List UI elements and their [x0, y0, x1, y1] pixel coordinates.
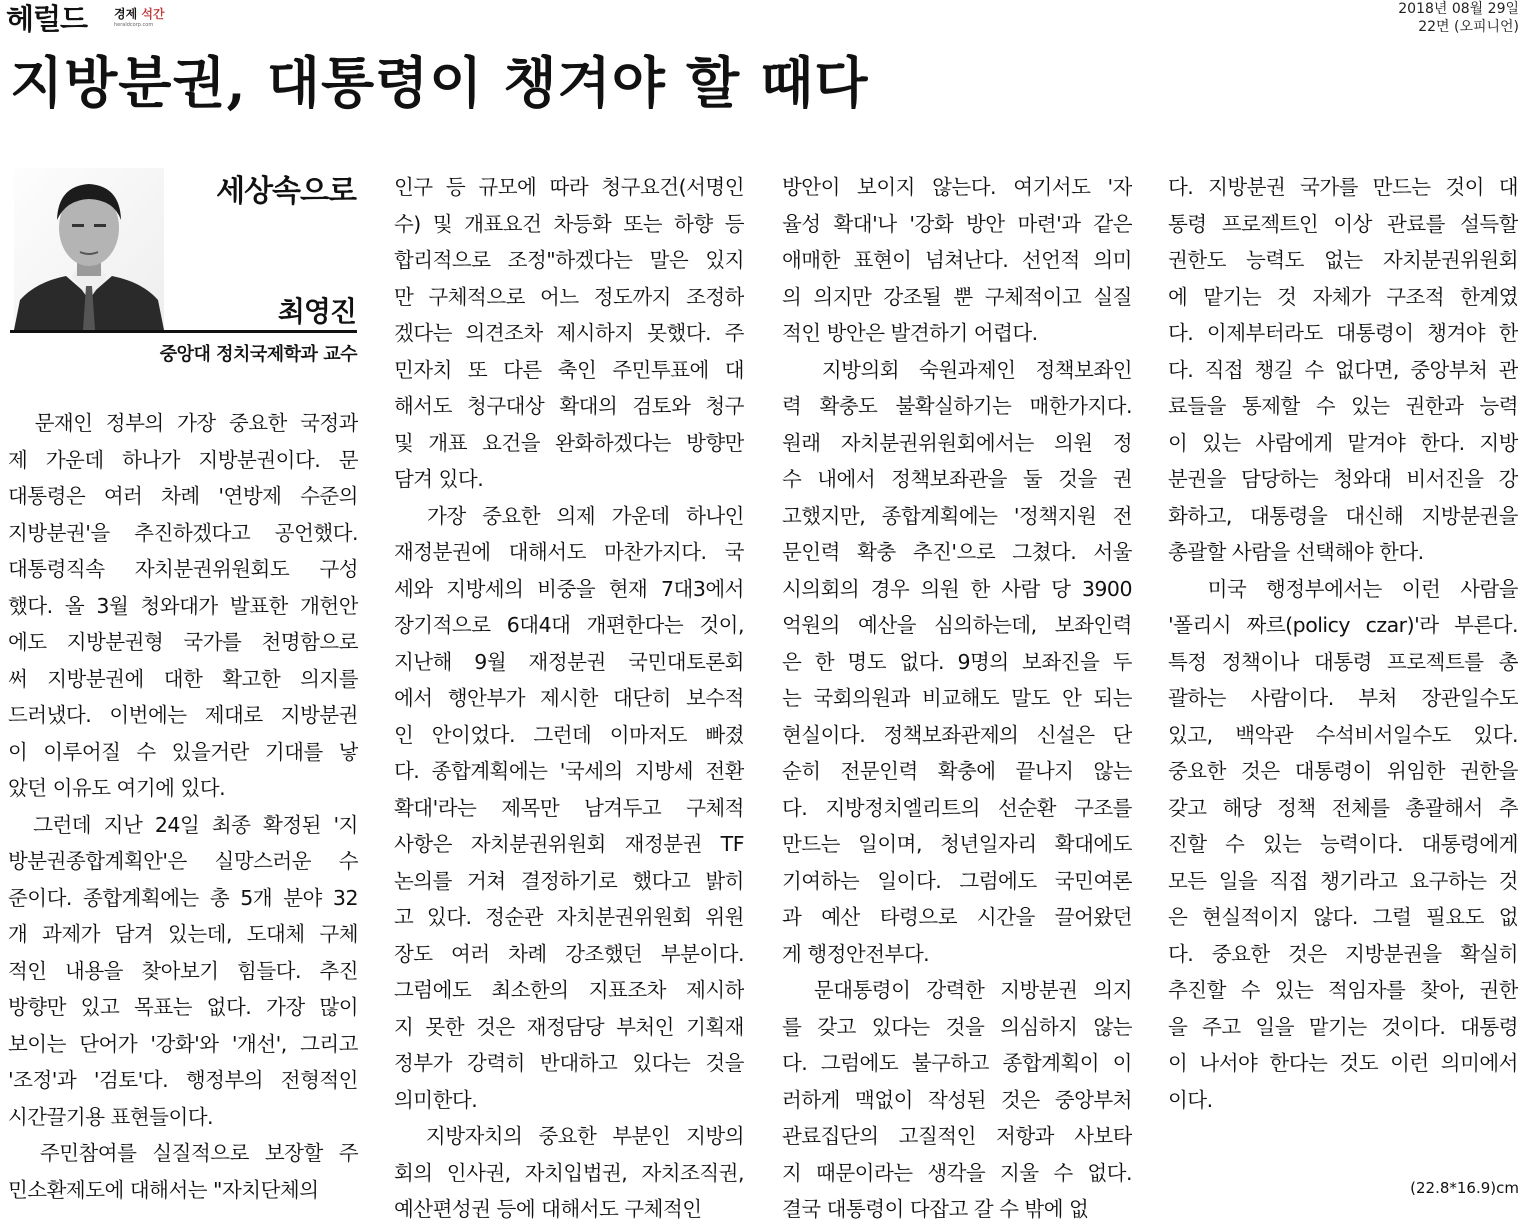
article-line: 수) 및 개표요건 차등화 또는 하향 등 [394, 211, 744, 236]
masthead-econ: 경제 [114, 7, 138, 21]
article-line: 민소환제도에 대해서는 "자치단체의 [8, 1177, 319, 1202]
masthead-section [114, 5, 165, 22]
article-line: 순히 전문인력 확충에 끝나지 않는 [782, 759, 1132, 783]
article-line: 다. 이제부터라도 대통령이 챙겨야 한 [1168, 321, 1518, 345]
article-line: 고 있다. 정순관 자치분권위원회 위원 [394, 905, 744, 929]
article-line: 특정 정책이나 대통령 프로젝트를 총 [1168, 649, 1518, 674]
article-line: 확대'라는 제목만 남겨두고 구체적 [394, 795, 744, 820]
article-line: 가장 중요한 의제 가운데 하나인 [394, 503, 744, 528]
article-line: 갖고 해당 정책 전체를 총괄해서 추 [1168, 795, 1518, 820]
article-line: 지난해 9월 재정분권 국민대토론회 [394, 649, 744, 674]
article-line: 겠다는 의견조차 제시하지 못했다. 주 [394, 321, 744, 345]
article-line: 기여하는 일이다. 그럼에도 국민여론 [782, 868, 1132, 893]
article-line: 및 개표 요건을 완화하겠다는 방향만 [394, 430, 744, 455]
article-line: 합리적으로 조정"하겠다는 말은 있지 [394, 248, 744, 272]
headline: 지방분권, 대통령이 챙겨야 할 때다 [10, 50, 869, 115]
article-line: 미국 행정부에서는 이런 사람을 [1168, 576, 1518, 601]
article-line: '조정'과 '검토'다. 행정부의 전형적인 [8, 1068, 358, 1092]
article-column-3 [782, 169, 1132, 1228]
article-line: 만 구체적으로 어느 정도까지 조정하 [394, 284, 744, 309]
masthead [6, 2, 165, 36]
article-column-1 [8, 405, 358, 1208]
article-line: 장기적으로 6대4대 개편한다는 것이, [394, 613, 744, 637]
article-line: 원래 자치분권위원회에서는 의원 정 [782, 430, 1132, 455]
article-column-2 [394, 169, 744, 1228]
article-line: 지 때문이라는 생각을 지울 수 없다. [782, 1160, 1132, 1185]
masthead-evening: 석간 [141, 7, 165, 21]
article-line: 은 현실적이지 않다. 그럴 필요도 없 [1168, 905, 1518, 929]
article-line: 사항은 자치분권위원회 재정분권 TF [394, 832, 744, 856]
article-line: 을 주고 일을 맡기는 것이다. 대통령 [1168, 1014, 1518, 1039]
article-line: '폴리시 짜르(policy czar)'라 부른다. [1168, 613, 1518, 637]
article-line: 료들을 통제할 수 있는 권한과 능력 [1168, 394, 1518, 418]
article-line: 보이는 단어가 '강화'와 '개선', 그리고 [8, 1031, 358, 1056]
article-line: 수 내에서 정책보좌관을 둘 것을 권 [782, 467, 1132, 491]
article-line: 방분권종합계획안'은 실망스러운 수 [8, 849, 358, 873]
article-line: 예산편성권 등에 대해서도 구체적인 [394, 1197, 702, 1221]
masthead-site: heraldcorp.com [114, 22, 154, 28]
article-line: 화하고, 대통령을 대신해 지방분권을 [1168, 503, 1518, 528]
article-line: 방안이 보이지 않는다. 여기서도 '자 [782, 175, 1132, 199]
article-line: 장도 여러 차례 강조했던 부분이다. [394, 941, 744, 966]
article-line: 게 행정안전부다. [782, 941, 930, 966]
article-line: 에서 행안부가 제시한 대단히 보수적 [394, 686, 744, 710]
dateline [1398, 0, 1519, 36]
article-line: 있고, 백악관 수석비서일수도 있다. [1168, 722, 1518, 747]
article-line: 과 예산 타령으로 시간을 끌어왔던 [782, 905, 1132, 929]
article-line: 러하게 맥없이 작성된 것은 중앙부처 [782, 1087, 1132, 1112]
article-line: 회의 인사권, 자치입법권, 자치조직권, [394, 1160, 744, 1185]
article-line: 고했지만, 종합계획에는 '정책지원 전 [782, 503, 1132, 528]
page-section: 22면 (오피니언) [1418, 19, 1519, 35]
author-title: 중앙대 정치국제학과 교수 [159, 344, 357, 365]
article-line: 그럼에도 최소한의 지표조차 제시하 [394, 978, 744, 1002]
article-line: 애매한 표현이 넘쳐난다. 선언적 의미 [782, 248, 1132, 272]
article-line: 적인 방안은 발견하기 어렵다. [782, 321, 1038, 345]
article-line: 다. 그럼에도 불구하고 종합계획이 이 [782, 1051, 1132, 1075]
article-line: 만드는 일이며, 청년일자리 확대에도 [782, 832, 1132, 856]
article-line: 인 안이었다. 그런데 이마저도 빠졌 [394, 722, 744, 747]
article-line: 의미한다. [394, 1087, 478, 1112]
column-name: 세상속으로 [216, 174, 356, 209]
article-line: 재정분권에 대해서도 마찬가지다. 국 [394, 540, 744, 564]
article-line: 논의를 거쳐 결정하기로 했다고 밝히 [394, 868, 744, 893]
article-line: 는 국회의원과 비교해도 말도 안 되는 [782, 686, 1132, 710]
article-line: 괄하는 사람이다. 부처 장관일수도 [1168, 686, 1518, 710]
article-line: 에 맡기는 것 자체가 구조적 한계였 [1168, 284, 1518, 309]
article-line: 력 확충도 불확실하기는 매한가지다. [782, 394, 1132, 418]
article-line: 다. 종합계획에는 '국세의 지방세 전환 [394, 759, 744, 783]
article-line: 했다. 올 3월 청와대가 발표한 개헌안 [8, 593, 358, 618]
article-line: 민자치 또 다른 축인 주민투표에 대 [394, 357, 744, 382]
masthead-logo: 헤럴드 [6, 2, 88, 36]
article-line: 권한도 능력도 없는 자치분권위원회 [1168, 248, 1518, 272]
article-line: 통령 프로젝트인 이상 관료를 설득할 [1168, 211, 1518, 236]
article-line: 써 지방분권에 대한 확고한 의지를 [8, 666, 358, 691]
article-line: 에도 지방분권형 국가를 천명함으로 [8, 630, 358, 654]
publish-date: 2018년 08월 29일 [1398, 1, 1519, 17]
article-line: 시의회의 경우 의원 한 사람 당 3900 [782, 576, 1132, 601]
article-line: 았던 이유도 여기에 있다. [8, 776, 226, 800]
author-name: 최영진 [277, 295, 356, 328]
article-column-4 [1168, 169, 1518, 1118]
article-line: 중요한 것은 대통령이 위임한 권한을 [1168, 759, 1518, 783]
article-line: 주민참여를 실질적으로 보장할 주 [8, 1141, 358, 1165]
article-line: 다. 지방정치엘리트의 선순환 구조를 [782, 795, 1132, 820]
article-line: 준이다. 종합계획에는 총 5개 분야 32 [8, 885, 358, 910]
article-line: 추진할 수 있는 적임자를 찾아, 권한 [1168, 978, 1518, 1002]
article-line: 문인력 확충 추진'으로 그쳤다. 서울 [782, 540, 1132, 564]
article-line: 담겨 있다. [394, 467, 484, 491]
article-line: 분권을 담당하는 청와대 비서진을 강 [1168, 467, 1518, 491]
article-line: 시간끌기용 표현들이다. [8, 1104, 214, 1129]
article-line: 해서도 청구대상 확대의 검토와 청구 [394, 394, 744, 418]
article-line: 문대통령이 강력한 지방분권 의지 [782, 978, 1132, 1002]
article-line: 지방자치의 중요한 부분인 지방의 [394, 1124, 744, 1148]
article-line: 그런데 지난 24일 최종 확정된 '지 [8, 812, 358, 837]
article-line: 이 나서야 한다는 것도 이런 의미에서 [1168, 1051, 1518, 1075]
article-line: 방향만 있고 목표는 없다. 가장 많이 [8, 995, 358, 1019]
article-line: 모든 일을 직접 챙기라고 요구하는 것 [1168, 868, 1518, 893]
article-line: 문재인 정부의 가장 중요한 국정과 [8, 411, 358, 435]
article-line: 이 이루어질 수 있을거란 기대를 낳 [8, 739, 358, 764]
article-size: (22.8*16.9)cm [1410, 1179, 1519, 1197]
article-line: 지방분권'을 추진하겠다고 공언했다. [8, 520, 358, 545]
article-line: 현실이다. 정책보좌관제의 신설은 단 [782, 722, 1132, 747]
article-line: 의 의지만 강조될 뿐 구체적이고 실질 [782, 284, 1132, 309]
article-line: 적인 내용을 찾아보기 힘들다. 추진 [8, 958, 358, 983]
article-line: 은 한 명도 없다. 9명의 보좌진을 두 [782, 649, 1132, 674]
article-line: 제 가운데 하나가 지방분권이다. 문 [8, 447, 358, 472]
article-line: 이다. [1168, 1087, 1213, 1112]
article-line: 다. 지방분권 국가를 만드는 것이 대 [1168, 175, 1518, 199]
article-line: 대통령직속 자치분권위원회도 구성 [8, 557, 358, 581]
article-line: 억원의 예산을 심의하는데, 보좌인력 [782, 613, 1132, 637]
article-line: 다. 중요한 것은 지방분권을 확실히 [1168, 941, 1518, 966]
article-line: 다. 직접 챙길 수 없다면, 중앙부처 관 [1168, 357, 1518, 382]
author-photo [14, 168, 164, 330]
article-line: 총괄할 사람을 선택해야 한다. [1168, 540, 1424, 564]
article-line: 드러냈다. 이번에는 제대로 지방분권 [8, 703, 358, 727]
article-line: 결국 대통령이 다잡고 갈 수 밖에 없 [782, 1197, 1089, 1221]
article-line: 관료집단의 고질적인 저항과 사보타 [782, 1124, 1132, 1148]
article-line: 율성 확대'나 '강화 방안 마련'과 같은 [782, 211, 1132, 236]
article-line: 를 갖고 있다는 것을 의심하지 않는 [782, 1014, 1132, 1039]
article-line: 이 있는 사람에게 맡겨야 한다. 지방 [1168, 430, 1518, 455]
article-line: 정부가 강력히 반대하고 있다는 것을 [394, 1051, 744, 1075]
article-line: 개 과제가 담겨 있는데, 도대체 구체 [8, 922, 358, 946]
article-line: 대통령은 여러 차례 '연방제 수준의 [8, 484, 358, 508]
article-line: 세와 지방세의 비중을 현재 7대3에서 [394, 576, 744, 601]
article-line: 지 못한 것은 재정담당 부처인 기획재 [394, 1014, 744, 1039]
article-line: 진할 수 있는 능력이다. 대통령에게 [1168, 832, 1518, 856]
byline-rule [10, 330, 357, 333]
article-line: 인구 등 규모에 따라 청구요건(서명인 [394, 175, 744, 199]
article-line: 지방의회 숙원과제인 정책보좌인 [782, 357, 1132, 382]
